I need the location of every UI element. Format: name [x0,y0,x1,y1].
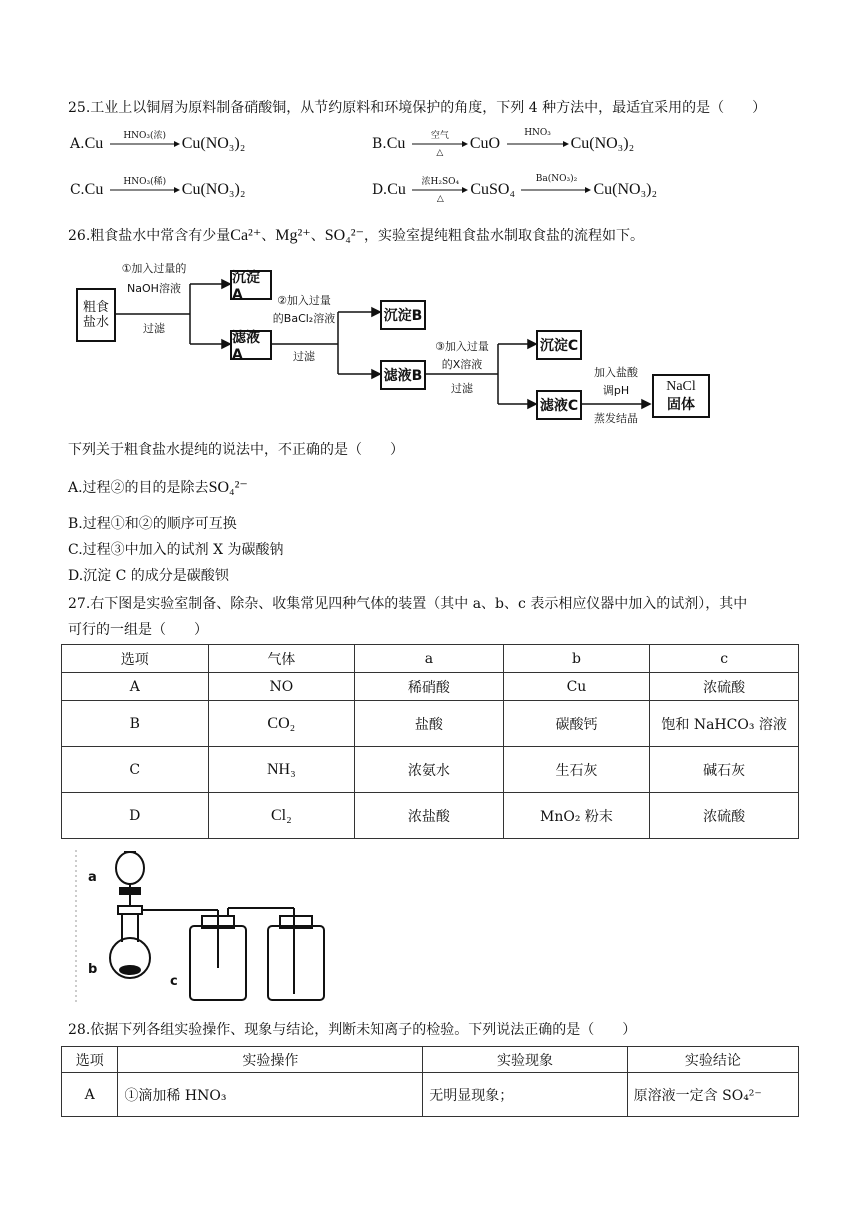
q27-stem-line1: 27.右下图是实验室制备、除杂、收集常见四种气体的装置（其中 a、b、c 表示相应仪器中加入的试剂），其中 [68,596,748,612]
q26-a-ion: SO₄²⁻ [208,479,248,496]
q26-option-c[interactable]: C.过程③中加入的试剂 X 为碳酸钠 [68,542,284,558]
q25-d-cond1b: △ [436,194,444,204]
table-cell: 无明显现象； [423,1073,627,1117]
table-cell: MnO₂ 粉末 [503,793,650,839]
q25-option-d[interactable] [372,174,658,204]
table-cell: 碳酸钙 [503,701,650,747]
table-cell: 稀硝酸 [355,673,504,701]
q25-d-mid: CuSO₄ [470,181,516,198]
table-row [62,673,799,701]
q25-a-product: Cu(NO₃)₂ [181,135,246,152]
table-row [62,793,799,839]
q26-sep: 、 [310,228,325,244]
table-header-cell: 选项 [62,645,209,673]
flow-step4-mid: 调pH [602,384,630,397]
q26-stem-suffix: ，实验室提纯粗食盐水制取食盐的流程如下。 [364,228,645,244]
table-row [62,747,799,793]
table-row [62,1073,799,1117]
q25-d-letter: D. [372,182,388,198]
table-cell: 原溶液一定含 SO₄²⁻ [627,1073,798,1117]
table-cell: B [62,701,209,747]
table-header-cell: a [355,645,504,673]
q25-a-cond: HNO₃(浓) [123,131,167,141]
q25-c-product: Cu(NO₃)₂ [181,181,246,198]
table-cell: NO [208,673,355,701]
reaction-arrow [412,177,468,204]
flow-precipitate-c: 沉淀C [536,330,582,360]
flow-step2-mid: 的BaCl₂溶液 [272,312,336,325]
table-cell: 浓盐酸 [355,793,504,839]
table-header-cell: 实验结论 [627,1047,798,1073]
q25-b-cond1b: △ [436,148,444,158]
reaction-arrow [507,128,569,154]
q25-b-product: Cu(NO₃)₂ [570,135,635,152]
q26-stem-prefix: 26.粗食盐水中常含有少量 [68,228,231,244]
apparatus-label-a: a [88,870,97,885]
q25-c-cond: HNO₃(稀) [123,177,167,187]
table-header-cell: 选项 [62,1047,118,1073]
q25-d-cond2: Ba(NO₃)₂ [535,174,578,184]
flow-step3-mid: 的X溶液 [441,358,483,371]
table-cell: C [62,747,209,793]
q25-d-start: Cu [387,181,406,198]
table-header-cell: 实验操作 [118,1047,423,1073]
flow-step3-bottom: 过滤 [451,382,473,395]
q25-d-product: Cu(NO₃)₂ [593,181,658,198]
q26-ion-ca: Ca²⁺ [230,227,262,244]
apparatus-label-b: b [88,962,98,977]
q25-a-start: Cu [84,135,104,152]
reaction-arrow [412,131,468,158]
table-header-cell: b [503,645,650,673]
q28-table [61,1046,799,1117]
reaction-arrow [521,174,591,200]
q25-b-cond2: HNO₃ [524,128,551,138]
table-cell: 浓硫酸 [650,793,799,839]
table-cell: 浓氨水 [355,747,504,793]
table-header-row [62,1047,799,1073]
table-header-row [62,645,799,673]
table-cell: A [62,1073,118,1117]
gas-apparatus-figure [72,846,332,1006]
table-row [62,701,799,747]
apparatus-label-c: c [170,974,178,989]
apparatus-drawing [72,846,332,1006]
flow-step1-top: ①加入过量的 [121,262,187,275]
q28-stem: 28.依据下列各组实验操作、现象与结论，判断未知离子的检验。下列说法正确的是（ ） [68,1022,637,1038]
q26-sep: 、 [261,228,276,244]
table-cell: D [62,793,209,839]
q25-b-start: Cu [386,135,406,152]
q26-question: 下列关于粗食盐水提纯的说法中，不正确的是（ ） [68,442,404,458]
flow-filtrate-b: 滤液B [380,360,426,390]
table-cell: 盐酸 [355,701,504,747]
q26-option-b[interactable]: B.过程①和②的顺序可互换 [68,516,237,532]
table-cell: 浓硫酸 [650,673,799,701]
reaction-arrow [110,131,180,154]
q26-stem [68,226,644,246]
q26-option-a[interactable] [68,478,248,498]
flow-step3-top: ③加入过量 [435,340,489,353]
table-cell: 生石灰 [503,747,650,793]
q25-a-letter: A. [70,136,85,152]
flow-product-line1: NaCl [666,379,696,394]
q26-ion-mg: Mg²⁺ [275,227,311,244]
flow-step4-top: 加入盐酸 [594,366,638,379]
q25-b-cond1: 空气 [430,131,449,141]
q27-stem-line2: 可行的一组是（ ） [68,622,208,638]
q25-option-b[interactable] [372,128,635,158]
table-cell: ①滴加稀 HNO₃ [118,1073,423,1117]
table-cell: 碱石灰 [650,747,799,793]
table-cell: A [62,673,209,701]
reaction-arrow [110,177,180,200]
q27-table [61,644,799,839]
flow-start-crude-brine: 粗食盐水 [76,288,116,342]
q25-c-letter: C. [70,182,85,198]
flow-precipitate-b: 沉淀B [380,300,426,330]
q25-option-a[interactable] [70,131,246,154]
q25-b-mid: CuO [469,135,501,152]
q25-d-cond1: 浓H₂SO₄ [421,177,460,187]
table-cell: NH₃ [208,747,355,793]
q26-ion-so4: SO₄²⁻ [324,227,365,244]
flow-filtrate-a: 滤液A [230,330,272,360]
q25-b-letter: B. [372,136,387,152]
flow-precipitate-a: 沉淀A [230,270,272,300]
q25-option-c[interactable] [70,177,246,200]
table-header-cell: 气体 [208,645,355,673]
flow-product-line2: 固体 [667,397,695,413]
q26-a-text: A.过程②的目的是除去 [68,480,209,496]
flow-product-nacl [652,374,710,418]
table-cell: Cu [503,673,650,701]
purification-flowchart [68,262,728,432]
q25-c-start: Cu [84,181,104,198]
q26-option-d[interactable]: D.沉淀 C 的成分是碳酸钡 [68,568,229,584]
q25-stem: 25.工业上以铜屑为原料制备硝酸铜，从节约原料和环境保护的角度，下列 4 种方法中，最适宜采用的是（ ） [68,100,767,116]
table-header-cell: 实验现象 [423,1047,627,1073]
flow-step2-top: ②加入过量 [277,294,331,307]
flow-step1-mid: NaOH溶液 [127,282,181,295]
flow-step4-bottom: 蒸发结晶 [594,412,638,425]
table-cell: CO₂ [208,701,355,747]
table-header-cell: c [650,645,799,673]
flow-step1-bottom: 过滤 [143,322,165,335]
table-cell: Cl₂ [208,793,355,839]
flow-step2-bottom: 过滤 [293,350,315,363]
table-cell: 饱和 NaHCO₃ 溶液 [650,701,799,747]
flow-filtrate-c: 滤液C [536,390,582,420]
